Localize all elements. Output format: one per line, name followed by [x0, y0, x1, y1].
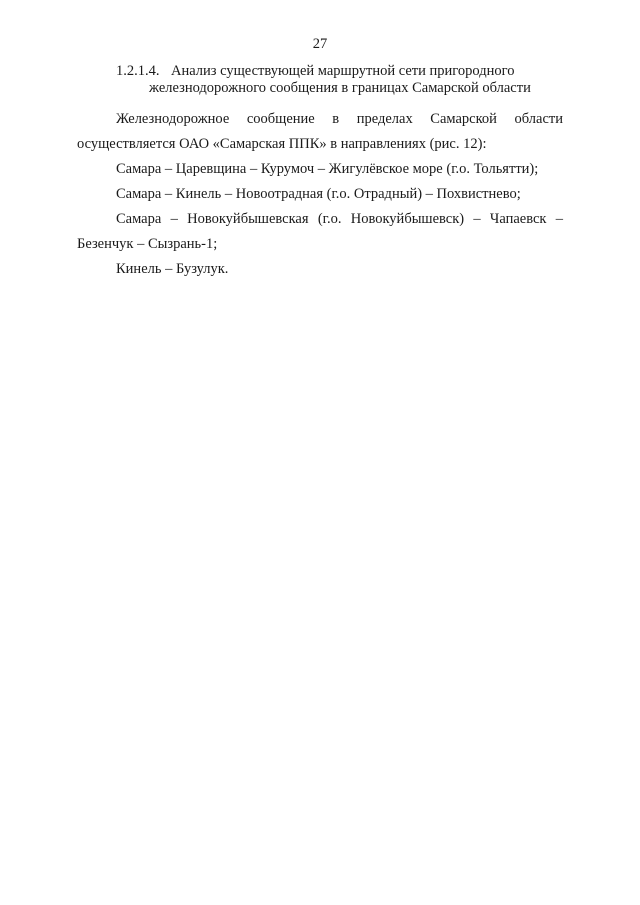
section-title-line2: железнодорожного сообщения в границах Самарской области	[149, 80, 531, 96]
route-item-3-line2: Безенчук – Сызрань-1;	[77, 236, 218, 252]
route-item-2: Самара – Кинель – Новоотрадная (г.о. Отрадный) – Похвистнево;	[116, 186, 521, 202]
section-heading	[116, 63, 576, 97]
intro-paragraph-line1: Железнодорожное сообщение в пределах Самарской области	[116, 111, 563, 127]
route-item-3-line1: Самара – Новокуйбышевская (г.о. Новокуйбышевск) – Чапаевск –	[116, 211, 563, 227]
body-text	[77, 107, 563, 282]
section-title-line1: Анализ существующей маршрутной сети пригородного	[171, 63, 515, 79]
route-item-4: Кинель – Бузулук.	[116, 261, 229, 277]
route-item-3	[77, 207, 563, 257]
intro-paragraph-line2: осуществляется ОАО «Самарская ППК» в направлениях (рис. 12):	[77, 136, 487, 152]
page-number: 27	[312, 36, 328, 52]
route-item-1: Самара – Царевщина – Курумоч – Жигулёвское море (г.о. Тольятти);	[116, 161, 539, 177]
section-number: 1.2.1.4.	[116, 63, 160, 79]
